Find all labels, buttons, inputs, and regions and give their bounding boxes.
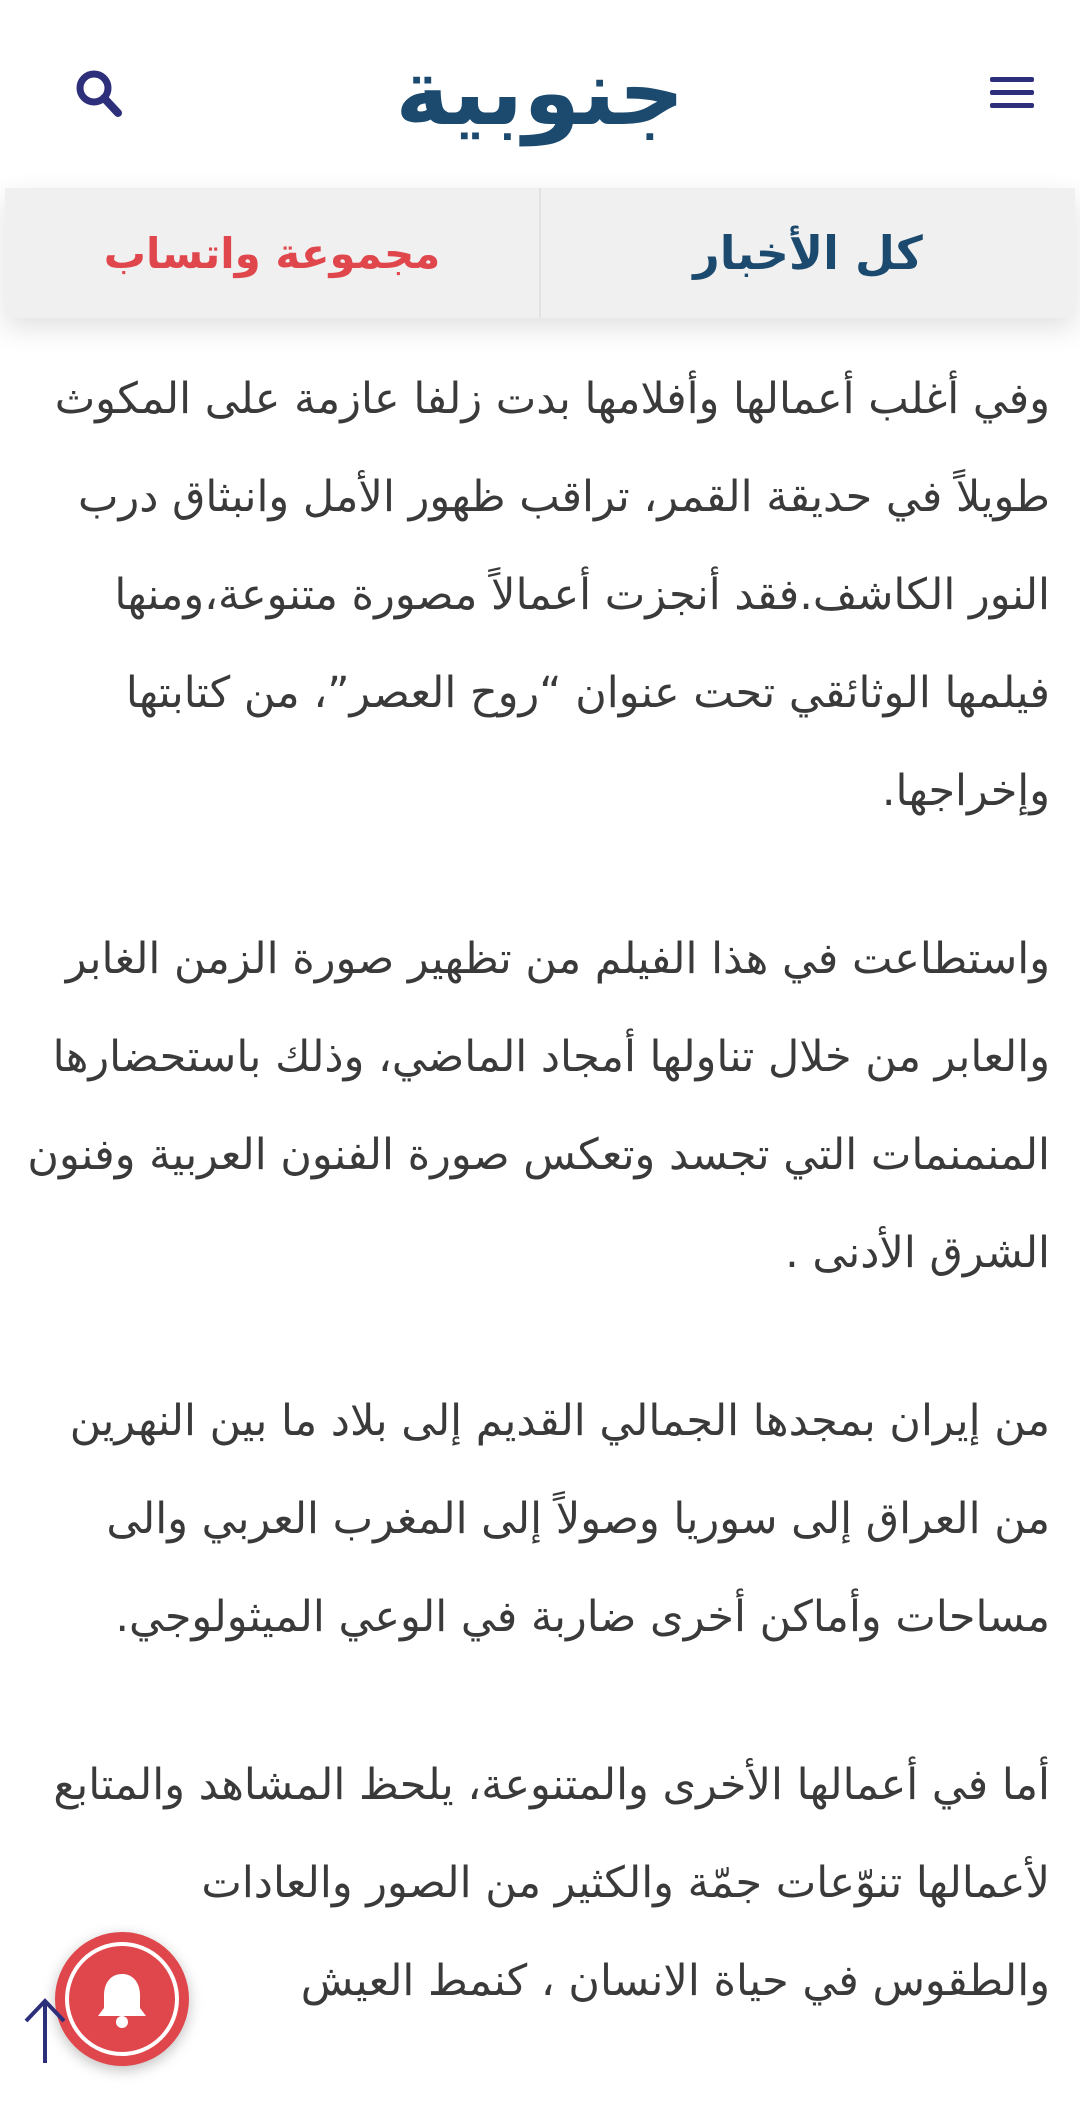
article-paragraph: وفي أغلب أعمالها وأفلامها بدت زلفا عازمة على المكوث طويلاً في حديقة القمر، تراقب ظهور الأمل وانبثاق درب النور الكاشف.فقد أنجزت أعمالاً مصورة متنوعة،ومنها فيلمها الوثائقي تحت عنوان “روح العصر”، من كتابتها وإخراجها. xyxy=(54,374,1050,816)
tab-all-news[interactable]: كل الأخبار xyxy=(539,188,1075,318)
article-paragraph: من إيران بمجدها الجمالي القديم إلى بلاد ما بين النهرين من العراق إلى سوريا وصولاً إلى المغرب العربي والى مساحات وأماكن أخرى ضاربة في الوعي الميثولوجي. xyxy=(69,1396,1050,1642)
logo-text: جنوبية xyxy=(395,39,685,146)
search-icon[interactable] xyxy=(70,66,130,126)
notification-bell-icon xyxy=(65,1942,179,2056)
site-logo[interactable] xyxy=(395,18,685,168)
article-body xyxy=(20,350,1050,2100)
arrow-up-icon[interactable] xyxy=(20,1995,70,2065)
site-header xyxy=(0,0,1080,188)
category-tabs xyxy=(5,188,1075,318)
article-paragraph: أما في أعمالها الأخرى والمتنوعة، يلحظ المشاهد والمتابع لأعمالها تنوّعات جمّة والكثير من الصور والعادات والطقوس في حياة الانسان ، كنمط العيش xyxy=(53,1760,1050,2006)
hamburger-menu-icon[interactable] xyxy=(976,66,1040,118)
article-paragraph: واستطاعت في هذا الفيلم من تظهير صورة الزمن الغابر والعابر من خلال تناولها أمجاد الماضي، وذلك باستحضارها المنمنمات التي تجسد وتعكس صورة الفنون العربية وفنون الشرق الأدنى . xyxy=(27,934,1050,1278)
notification-bell-button[interactable] xyxy=(55,1932,189,2066)
tab-whatsapp-group[interactable]: مجموعة واتساب xyxy=(103,228,441,278)
